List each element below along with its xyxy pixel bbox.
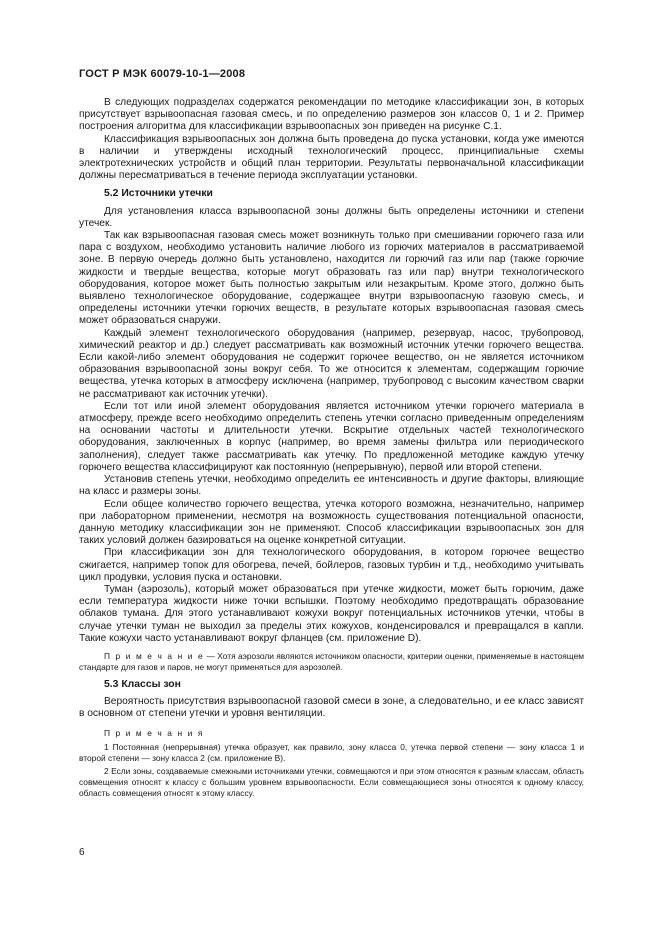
body-paragraph: При классификации зон для технологического оборудования, в котором горючее вещество сжигается, например топок для обогрева, печей, бойлеров, газовых турбин и т.д., необходимо учитывать цикл продувки, условия пуска и остановки. bbox=[79, 547, 584, 583]
note-label: П р и м е ч а н и е bbox=[104, 650, 205, 661]
body-paragraph: Каждый элемент технологического оборудования (например, резервуар, насос, трубопровод, химический реактор и др.) следует рассматривать как возможный источник утечки горючего вещества. Если какой-либо элемент оборудования не содержит горючее вещество, он не является источником образования взрывоопасной зоны вокруг себя. То же относится к элементам, содержащим горючие вещества, утечка которых в атмосферу исключена (например, трубопровод с высоким качеством сварки не рассматривают как источник утечки). bbox=[79, 327, 584, 400]
intro-paragraph: В следующих подразделах содержатся рекомендации по методике классификации зон, в которых присутствует взрывоопасная газовая смесь, и по определению размеров зон классов 0, 1 и 2. Пример построения алгоритма для классификации взрывоопасных зон приведен на рисунке С.1. bbox=[79, 97, 584, 133]
section-5-3-heading: 5.3 Классы зон bbox=[104, 678, 181, 690]
body-paragraph: Туман (аэрозоль), который может образоваться при утечке жидкости, может быть горючим, даже если температура жидкости ниже точки вспышки. Поэтому необходимо предотвращать образование облаков тумана. Для этого устанавливают кожухи вокруг потенциальных источников утечки, чтобы в случае утечки туман не выходил за пределы этих кожухов, конденсировался и превращался в капли. Такие кожухи часто устанавливают вокруг фланцев (см. приложение D). bbox=[79, 583, 584, 644]
page-number: 6 bbox=[79, 847, 85, 858]
section-5-2-note bbox=[79, 651, 584, 673]
body-paragraph: Так как взрывоопасная газовая смесь может возникнуть только при смешивании горючего газа или пара с воздухом, необходимо установить наличие любого из горючих материалов в рассматриваемой зоне. В первую очередь должно быть установлено, находится ли горючий газ или пар (также горючие жидкости и твердые вещества, которые могут образовать газ или пар) внутри технологического оборудования, которое может быть полностью закрытым или незакрытым. Кроме этого, должно быть выявлено технологическое оборудование, содержащее внутри взрывоопасную газовую смесь, и определены источники утечки горючих веществ, в результате которых взрывоопасная газовая смесь может образоваться снаружи. bbox=[79, 230, 584, 327]
intro-paragraph: Классификация взрывоопасных зон должна быть проведена до пуска установки, когда уже имеются в наличии и утверждены исходный технологический процесс, принципиальные схемы электротехнических устройств и общий план территории. Результаты первоначальной классификации должны пересматриваться в течение периода эксплуатации установки. bbox=[79, 133, 584, 182]
body-paragraph: Если общее количество горючего вещества, утечка которого возможна, незначительно, например при лабораторном применении, несмотря на возможность существования потенциальной опасности, данную методику классификации зон не применяют. Способ классификации взрывоопасных зон для таких условий должен базироваться на оценке конкретной ситуации. bbox=[79, 498, 584, 547]
section-5-2-heading: 5.2 Источники утечки bbox=[104, 188, 213, 200]
note-text: — Хотя аэрозоли являются источником опасности, критерии оценки, применяемые в настоящем стандарте для газов и паров, не могут применяться для аэрозолей. bbox=[79, 650, 584, 672]
document-body bbox=[79, 97, 584, 799]
body-paragraph: Если тот или иной элемент оборудования является источником утечки горючего материала в атмосферу, прежде всего необходимо определить степень утечки согласно приведенным определениям на основании частоты и длительности утечки. Вскрытие отдельных частей технологического оборудования, заключенных в корпус (например, во время замены фильтра или периодического заполнения), следует также рассматривать как утечку. По предложенной методике каждую утечку горючего вещества классифицируют как постоянную (непрерывную), первой или второй степени. bbox=[79, 400, 584, 473]
body-paragraph: Установив степень утечки, необходимо определить ее интенсивность и другие факторы, влияющие на класс и размеры зоны. bbox=[79, 474, 584, 498]
note-item: 2 Если зоны, создаваемые смежными источниками утечки, совмещаются и при этом относятся к разным классам, область совмещения относят к классу с большим уровнем взрывоопасности. Если совмещающиеся зоны относятся к одному классу, область совмещения относят к этому классу. bbox=[79, 765, 584, 798]
body-paragraph: Вероятность присутствия взрывоопасной газовой смеси в зоне, а следовательно, и ее класс зависят в основном от степени утечки и уровня вентиляции. bbox=[79, 696, 584, 720]
body-paragraph: Для установления класса взрывоопасной зоны должны быть определены источники и степени утечек. bbox=[79, 205, 584, 229]
document-header: ГОСТ Р МЭК 60079-10-1—2008 bbox=[79, 68, 246, 80]
note-item: 1 Постоянная (непрерывная) утечка образует, как правило, зону класса 0, утечка первой степени — зону класса 1 и второй степени — зону класса 2 (см. приложение В). bbox=[79, 741, 584, 763]
notes-title: П р и м е ч а н и я bbox=[104, 727, 204, 738]
